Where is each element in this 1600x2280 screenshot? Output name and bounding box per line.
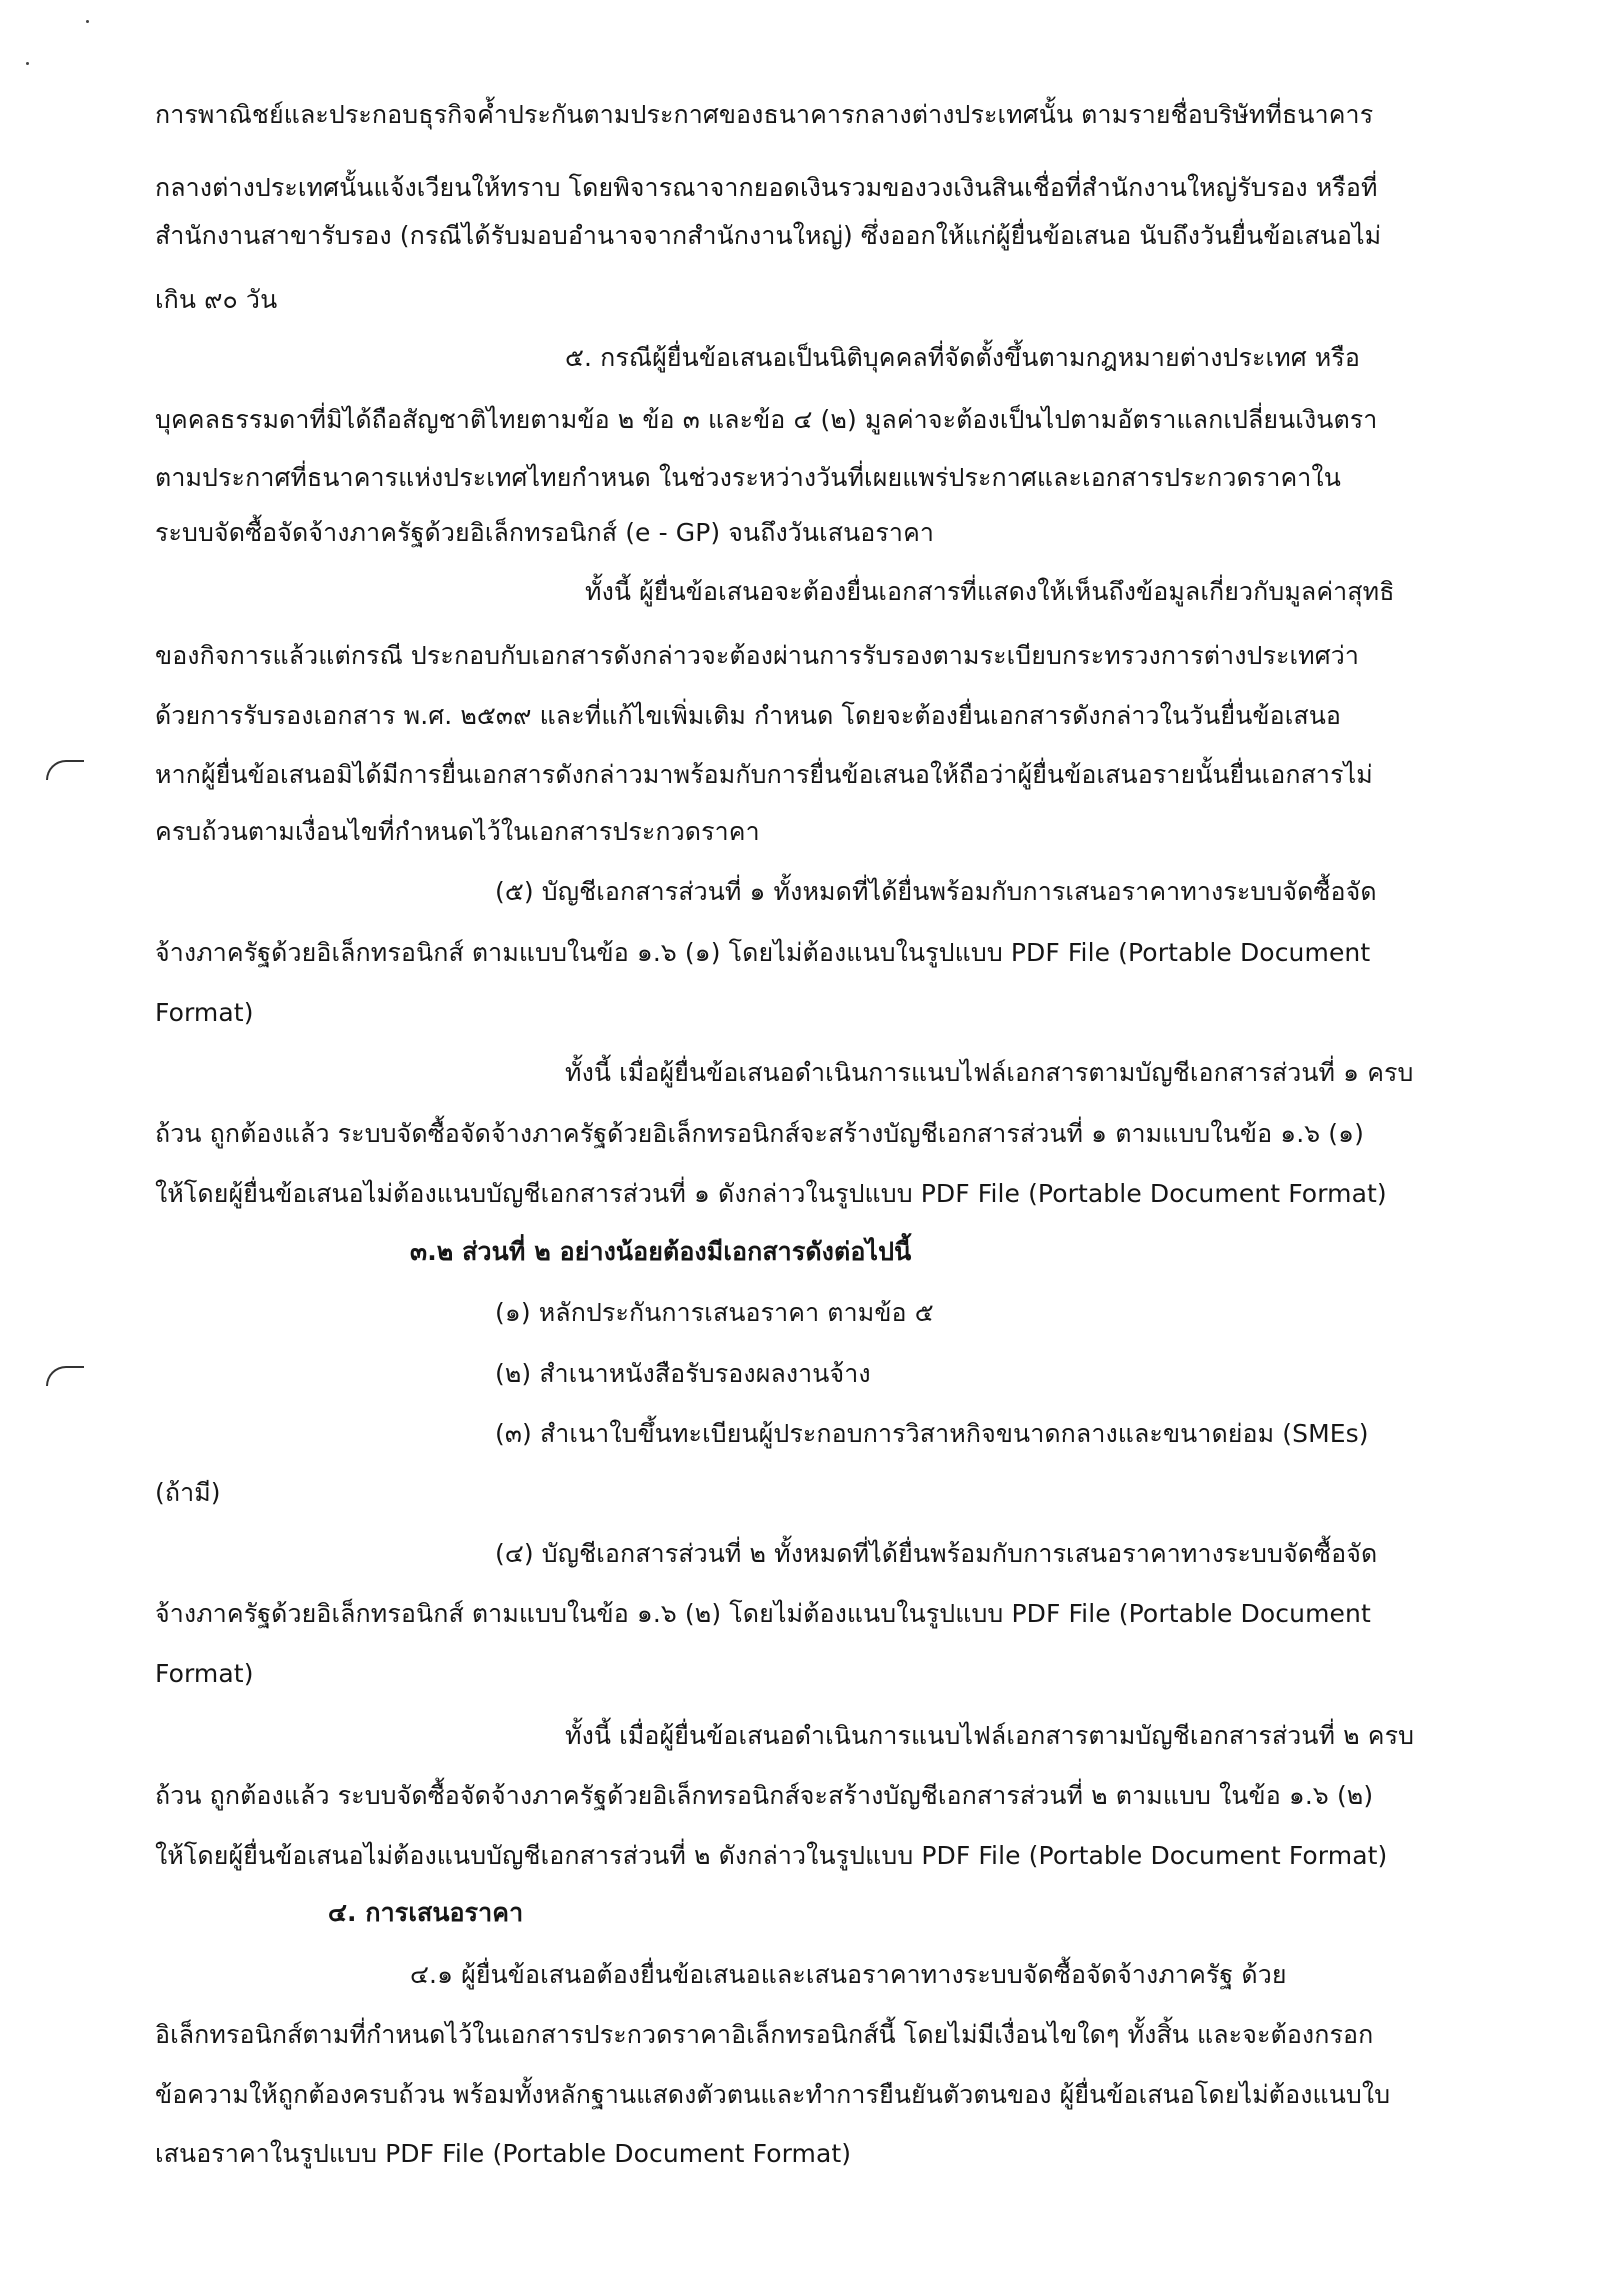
text-line: เสนอราคาในรูปแบบ PDF File (Portable Document Format): [155, 2139, 852, 2168]
text-line: ๔.๑ ผู้ยื่นข้อเสนอต้องยื่นข้อเสนอและเสนอราคาทางระบบจัดซื้อจัดจ้างภาครัฐ ด้วย: [410, 1960, 1287, 1989]
text-line: สำนักงานสาขารับรอง (กรณีได้รับมอบอำนาจจากสำนักงานใหญ่) ซึ่งออกให้แก่ผู้ยื่นข้อเสนอ นับถึงวันยื่นข้อเสนอไม่: [155, 221, 1382, 250]
list-item: (๑) หลักประกันการเสนอราคา ตามข้อ ๕: [495, 1298, 934, 1327]
section-heading: ๓.๒ ส่วนที่ ๒ อย่างน้อยต้องมีเอกสารดังต่อไปนี้: [410, 1237, 912, 1266]
hole-punch-mark: [46, 760, 84, 780]
text-line: ถ้วน ถูกต้องแล้ว ระบบจัดซื้อจัดจ้างภาครัฐด้วยอิเล็กทรอนิกส์จะสร้างบัญชีเอกสารส่วนที่ ๑ ตามแบบในข้อ ๑.๖ (๑): [155, 1119, 1364, 1148]
text-line: ทั้งนี้ เมื่อผู้ยื่นข้อเสนอดำเนินการแนบไฟล์เอกสารตามบัญชีเอกสารส่วนที่ ๒ ครบ: [565, 1721, 1415, 1750]
text-line: ครบถ้วนตามเงื่อนไขที่กำหนดไว้ในเอกสารประกวดราคา: [155, 817, 760, 846]
text-line: เกิน ๙๐ วัน: [155, 285, 278, 314]
text-line: ข้อความให้ถูกต้องครบถ้วน พร้อมทั้งหลักฐานแสดงตัวตนและทำการยืนยันตัวตนของ ผู้ยื่นข้อเสนอโดยไม่ต้องแนบใบ: [155, 2080, 1391, 2109]
text-line: บุคคลธรรมดาที่มิได้ถือสัญชาติไทยตามข้อ ๒ ข้อ ๓ และข้อ ๔ (๒) มูลค่าจะต้องเป็นไปตามอัตราแลกเปลี่ยนเงินตรา: [155, 405, 1378, 434]
section-heading: ๔. การเสนอราคา: [328, 1898, 524, 1927]
text-line: ด้วยการรับรองเอกสาร พ.ศ. ๒๕๓๙ และที่แก้ไขเพิ่มเติม กำหนด โดยจะต้องยื่นเอกสารดังกล่าวในวันยื่นข้อเสนอ: [155, 701, 1342, 730]
text-line: จ้างภาครัฐด้วยอิเล็กทรอนิกส์ ตามแบบในข้อ ๑.๖ (๑) โดยไม่ต้องแนบในรูปแบบ PDF File (Portable Document: [155, 938, 1371, 967]
text-line: อิเล็กทรอนิกส์ตามที่กำหนดไว้ในเอกสารประกวดราคาอิเล็กทรอนิกส์นี้ โดยไม่มีเงื่อนไขใดๆ ทั้งสิ้น และจะต้องกรอก: [155, 2020, 1374, 2049]
text-line: ทั้งนี้ ผู้ยื่นข้อเสนอจะต้องยื่นเอกสารที่แสดงให้เห็นถึงข้อมูลเกี่ยวกับมูลค่าสุทธิ: [585, 577, 1395, 606]
text-line: Format): [155, 1659, 254, 1688]
text-line: ให้โดยผู้ยื่นข้อเสนอไม่ต้องแนบบัญชีเอกสารส่วนที่ ๒ ดังกล่าวในรูปแบบ PDF File (Portable Document Format): [155, 1841, 1388, 1870]
text-line: ระบบจัดซื้อจัดจ้างภาครัฐด้วยอิเล็กทรอนิกส์ (e - GP) จนถึงวันเสนอราคา: [155, 518, 935, 547]
text-line: Format): [155, 998, 254, 1027]
scan-speck: [86, 20, 89, 23]
list-item: (๓) สำเนาใบขึ้นทะเบียนผู้ประกอบการวิสาหกิจขนาดกลางและขนาดย่อม (SMEs): [495, 1419, 1369, 1448]
text-line: (ถ้ามี): [155, 1478, 221, 1507]
text-line: จ้างภาครัฐด้วยอิเล็กทรอนิกส์ ตามแบบในข้อ ๑.๖ (๒) โดยไม่ต้องแนบในรูปแบบ PDF File (Portable Document: [155, 1599, 1371, 1628]
list-item: (๒) สำเนาหนังสือรับรองผลงานจ้าง: [495, 1359, 871, 1388]
scan-speck: [26, 62, 29, 65]
list-item: (๔) บัญชีเอกสารส่วนที่ ๒ ทั้งหมดที่ได้ยื่นพร้อมกับการเสนอราคาทางระบบจัดซื้อจัด: [495, 1539, 1378, 1568]
text-line: ถ้วน ถูกต้องแล้ว ระบบจัดซื้อจัดจ้างภาครัฐด้วยอิเล็กทรอนิกส์จะสร้างบัญชีเอกสารส่วนที่ ๒ ตามแบบ ในข้อ ๑.๖ (๒): [155, 1781, 1374, 1810]
text-line: ของกิจการแล้วแต่กรณี ประกอบกับเอกสารดังกล่าวจะต้องผ่านการรับรองตามระเบียบกระทรวงการต่างประเทศว่า: [155, 641, 1359, 670]
hole-punch-mark: [46, 1366, 84, 1386]
text-line: หากผู้ยื่นข้อเสนอมิได้มีการยื่นเอกสารดังกล่าวมาพร้อมกับการยื่นข้อเสนอให้ถือว่าผู้ยื่นข้อเสนอรายนั้นยื่นเอกสารไม่: [155, 760, 1373, 789]
text-line: กลางต่างประเทศนั้นแจ้งเวียนให้ทราบ โดยพิจารณาจากยอดเงินรวมของวงเงินสินเชื่อที่สำนักงานใหญ่รับรอง หรือที่: [155, 173, 1378, 202]
text-line: ๕. กรณีผู้ยื่นข้อเสนอเป็นนิติบุคคลที่จัดตั้งขึ้นตามกฎหมายต่างประเทศ หรือ: [565, 343, 1361, 372]
text-line: ทั้งนี้ เมื่อผู้ยื่นข้อเสนอดำเนินการแนบไฟล์เอกสารตามบัญชีเอกสารส่วนที่ ๑ ครบ: [565, 1058, 1414, 1087]
text-line: ให้โดยผู้ยื่นข้อเสนอไม่ต้องแนบบัญชีเอกสารส่วนที่ ๑ ดังกล่าวในรูปแบบ PDF File (Portable Document Format): [155, 1179, 1387, 1208]
text-line: ตามประกาศที่ธนาคารแห่งประเทศไทยกำหนด ในช่วงระหว่างวันที่เผยแพร่ประกาศและเอกสารประกวดราคาใน: [155, 463, 1341, 492]
text-line: การพาณิชย์และประกอบธุรกิจค้ำประกันตามประกาศของธนาคารกลางต่างประเทศนั้น ตามรายชื่อบริษัทที่ธนาคาร: [155, 100, 1374, 129]
text-line: (๕) บัญชีเอกสารส่วนที่ ๑ ทั้งหมดที่ได้ยื่นพร้อมกับการเสนอราคาทางระบบจัดซื้อจัด: [495, 877, 1377, 906]
